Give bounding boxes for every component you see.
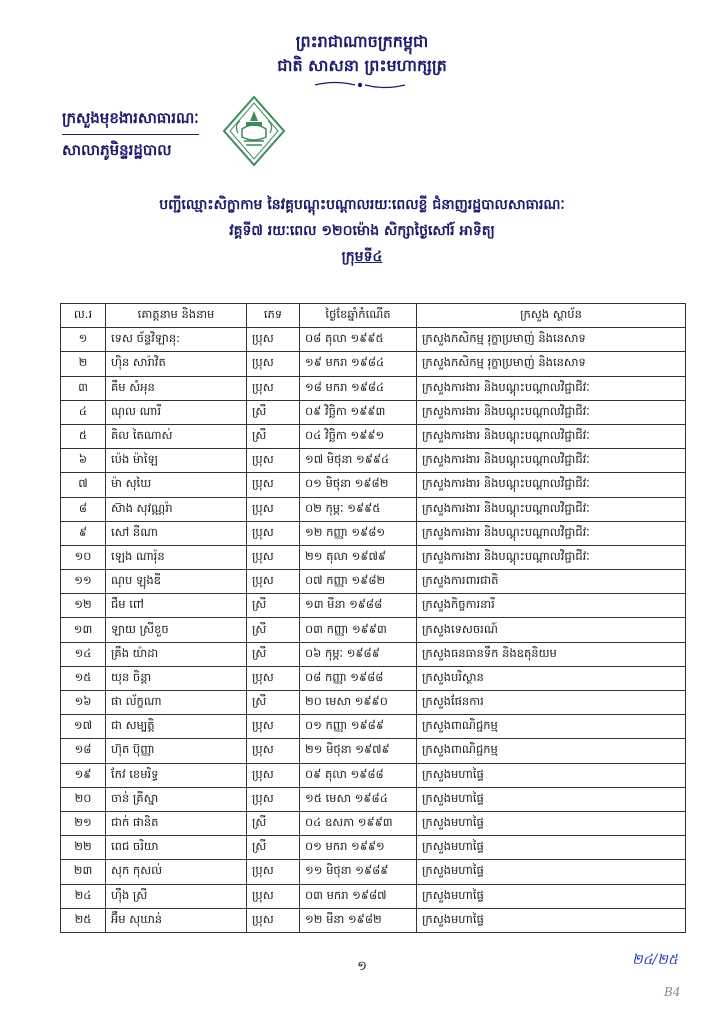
row-name: ស៊ាង សុវណ្ណរ៉ា (106, 497, 247, 521)
table-row (61, 811, 686, 835)
row-number: ១៦ (61, 691, 106, 715)
row-dob: ១៧ មិថុនា ១៩៩៤ (300, 449, 417, 473)
row-institution: ក្រសួងមហាផ្ទៃ (417, 811, 686, 835)
row-number: ៥ (61, 424, 106, 448)
document-title (0, 192, 724, 270)
row-sex: ប្រុស (247, 376, 300, 400)
row-dob: ០៩ តុលា ១៩៨៨ (300, 763, 417, 787)
row-dob: ០៤ វិច្ឆិកា ១៩៩១ (300, 424, 417, 448)
kingdom-title: ព្រះរាជាណាចក្រកម្ពុជា (295, 32, 429, 51)
row-number: ១១ (61, 570, 106, 594)
row-sex: ប្រុស (247, 497, 300, 521)
row-number: ៤ (61, 400, 106, 424)
row-institution: ក្រសួងកសិកម្ម រុក្ខាប្រមាញ់ និងនេសាទ (417, 352, 686, 376)
table-row (61, 400, 686, 424)
row-name: អ៊ឹម សុឃាន់ (106, 908, 247, 932)
table-header-row (61, 304, 686, 328)
row-name: យុន ចិន្តា (106, 666, 247, 690)
row-sex: ស្រី (247, 400, 300, 424)
row-sex: ប្រុស (247, 763, 300, 787)
row-institution: ក្រសួងមហាផ្ទៃ (417, 763, 686, 787)
title-line-2: វគ្គទី៧ រយៈពេល ១២០ម៉ោង សិក្សាថ្ងៃសៅរ៍ អាទិត្យ (229, 223, 495, 239)
row-institution: ក្រសួងកសិកម្ម រុក្ខាប្រមាញ់ និងនេសាទ (417, 328, 686, 352)
page-number: ១ (357, 959, 367, 974)
row-number: ៩ (61, 521, 106, 545)
row-sex: ប្រុស (247, 715, 300, 739)
row-institution: ក្រសួងមហាផ្ទៃ (417, 860, 686, 884)
participant-table (60, 303, 686, 933)
row-number: ២៤ (61, 884, 106, 908)
row-institution: ក្រសួងទេសចរណ៍ (417, 618, 686, 642)
header-dob: ថ្ងៃខែឆ្នាំកំណើត (300, 304, 417, 328)
row-number: ១០ (61, 545, 106, 569)
row-institution: ក្រសួងពាណិជ្ជកម្ម (417, 739, 686, 763)
row-dob: ២០ មេសា ១៩៩០ (300, 691, 417, 715)
row-dob: ១៨ មករា ១៩៨៤ (300, 376, 417, 400)
row-institution: ក្រសួងមហាផ្ទៃ (417, 836, 686, 860)
row-name: ជា សម្បត្តិ (106, 715, 247, 739)
row-institution: ក្រសួងការងារ និងបណ្តុះបណ្តាលវិជ្ជាជីវៈ (417, 400, 686, 424)
group-label: ក្រុមទី៤ (341, 249, 383, 265)
row-sex: ស្រី (247, 811, 300, 835)
row-number: ១៨ (61, 739, 106, 763)
table-row (61, 521, 686, 545)
row-name: ចាន់ គ្រីស្នា (106, 787, 247, 811)
row-name: ឡេង ណារ៉ុន (106, 545, 247, 569)
row-sex: ស្រី (247, 836, 300, 860)
table-row (61, 497, 686, 521)
handwritten-count: ២៤/២៥ (632, 952, 678, 968)
title-line-1: បញ្ជីឈ្មោះសិក្ខាកាម នៃវគ្គបណ្តុះបណ្តាលរយៈពេលខ្លី ជំនាញរដ្ឋបាលសាធារណៈ (159, 197, 565, 213)
row-dob: ១២ មីនា ១៩៨២ (300, 908, 417, 932)
table-row (61, 908, 686, 932)
row-dob: ០៣ មករា ១៩៨៧ (300, 884, 417, 908)
row-sex: ស្រី (247, 424, 300, 448)
row-dob: ០៩ វិច្ឆិកា ១៩៩៣ (300, 400, 417, 424)
table-row (61, 884, 686, 908)
row-name: ប៉េង ម៉ាឡៃ (106, 449, 247, 473)
row-number: ១ (61, 328, 106, 352)
row-number: ៨ (61, 497, 106, 521)
row-name: ពេជ ចរិយា (106, 836, 247, 860)
row-name: គឹម សំអុន (106, 376, 247, 400)
row-sex: ប្រុស (247, 328, 300, 352)
row-dob: ១៣ មីនា ១៩៨៨ (300, 594, 417, 618)
row-number: ២១ (61, 811, 106, 835)
divider-ornament (310, 80, 410, 90)
row-institution: ក្រសួងការងារ និងបណ្តុះបណ្តាលវិជ្ជាជីវៈ (417, 473, 686, 497)
row-institution: ក្រសួងការងារ និងបណ្តុះបណ្តាលវិជ្ជាជីវៈ (417, 424, 686, 448)
row-number: ២៥ (61, 908, 106, 932)
row-sex: ប្រុស (247, 739, 300, 763)
row-institution: ក្រសួងកិច្ចការនារី (417, 594, 686, 618)
table-row (61, 424, 686, 448)
national-motto: ជាតិ សាសនា ព្រះមហាក្សត្រ (277, 56, 447, 75)
row-sex: ប្រុស (247, 545, 300, 569)
row-dob: ០១ មិថុនា ១៩៨២ (300, 473, 417, 497)
row-dob: ០៨ កញ្ញា ១៩៨៨ (300, 666, 417, 690)
row-number: ១៩ (61, 763, 106, 787)
table-row (61, 376, 686, 400)
row-name: ហ៊ុត ប៊ុញ្ញា (106, 739, 247, 763)
school-name: សាលាភូមិន្ទរដ្ឋបាល (62, 141, 172, 159)
table-row (61, 739, 686, 763)
row-name: ហ៊ិន សារ៉ាវិត (106, 352, 247, 376)
row-institution: ក្រសួងពាណិជ្ជកម្ម (417, 715, 686, 739)
table-row (61, 666, 686, 690)
row-institution: ក្រសួងមហាផ្ទៃ (417, 787, 686, 811)
row-name: សុក កុសល់ (106, 860, 247, 884)
row-number: ១៣ (61, 618, 106, 642)
table-row (61, 449, 686, 473)
row-institution: ក្រសួងមហាផ្ទៃ (417, 884, 686, 908)
row-sex: ស្រី (247, 594, 300, 618)
row-institution: ក្រសួងការងារ និងបណ្តុះបណ្តាលវិជ្ជាជីវៈ (417, 545, 686, 569)
row-name: សៅ នីណា (106, 521, 247, 545)
table-row (61, 328, 686, 352)
row-sex: ប្រុស (247, 449, 300, 473)
row-sex: ប្រុស (247, 666, 300, 690)
row-number: ១៤ (61, 642, 106, 666)
row-number: ២០ (61, 787, 106, 811)
table-row (61, 642, 686, 666)
pencil-mark: B4 (664, 985, 681, 999)
table-row (61, 836, 686, 860)
header-sex: ភេទ (247, 304, 300, 328)
row-name: គ្រឹង យ៉ាដា (106, 642, 247, 666)
row-dob: ១៥ មេសា ១៩៨៤ (300, 787, 417, 811)
row-sex: ប្រុស (247, 908, 300, 932)
row-dob: ១១ មិថុនា ១៩៨៩ (300, 860, 417, 884)
row-institution: ក្រសួងការពារជាតិ (417, 570, 686, 594)
row-sex: ស្រី (247, 691, 300, 715)
table-row (61, 545, 686, 569)
row-dob: ០៨ តុលា ១៩៩៥ (300, 328, 417, 352)
row-sex: ស្រី (247, 642, 300, 666)
row-number: ១៥ (61, 666, 106, 690)
header-name: គោត្តនាម និងនាម (106, 304, 247, 328)
header-no: ល.រ (61, 304, 106, 328)
row-sex: ប្រុស (247, 521, 300, 545)
row-dob: ០៣ កញ្ញា ១៩៩៣ (300, 618, 417, 642)
row-sex: ស្រី (247, 618, 300, 642)
row-institution: ក្រសួងការងារ និងបណ្តុះបណ្តាលវិជ្ជាជីវៈ (417, 376, 686, 400)
table-row (61, 570, 686, 594)
table-row (61, 618, 686, 642)
row-institution: ក្រសួងការងារ និងបណ្តុះបណ្តាលវិជ្ជាជីវៈ (417, 449, 686, 473)
row-number: ៦ (61, 449, 106, 473)
row-dob: ០១ កញ្ញា ១៩៨៩ (300, 715, 417, 739)
school-emblem-icon (222, 95, 286, 167)
row-institution: ក្រសួងផែនការ (417, 691, 686, 715)
row-institution: ក្រសួងការងារ និងបណ្តុះបណ្តាលវិជ្ជាជីវៈ (417, 521, 686, 545)
row-number: ២២ (61, 836, 106, 860)
row-institution: ក្រសួងការងារ និងបណ្តុះបណ្តាលវិជ្ជាជីវៈ (417, 497, 686, 521)
row-sex: ប្រុស (247, 473, 300, 497)
table-row (61, 594, 686, 618)
row-name: ទេស ច័ន្ទវិឡានុ: (106, 328, 247, 352)
row-name: ណុប ឡុងឌី (106, 570, 247, 594)
row-sex: ប្រុស (247, 787, 300, 811)
table-body (61, 328, 686, 933)
ministry-block (62, 103, 199, 165)
row-name: ឡាយ ស្រីខួច (106, 618, 247, 642)
row-dob: ០៤ ឧសភា ១៩៩៣ (300, 811, 417, 835)
row-name: គិល តៃណាស់ (106, 424, 247, 448)
table-row (61, 715, 686, 739)
row-number: ១៧ (61, 715, 106, 739)
table-row (61, 787, 686, 811)
row-dob: ២១ តុលា ១៩៧៩ (300, 545, 417, 569)
table-row (61, 691, 686, 715)
row-sex: ប្រុស (247, 570, 300, 594)
row-name: ជឹម ពៅ (106, 594, 247, 618)
row-institution: ក្រសួងធនធានទឹក និងឧតុនិយម (417, 642, 686, 666)
row-dob: ២១ មិថុនា ១៩៧៩ (300, 739, 417, 763)
row-name: ហ៊ឹង ស្រី (106, 884, 247, 908)
table-row (61, 860, 686, 884)
row-name: កែវ ខេមរិទ្ធ (106, 763, 247, 787)
row-name: ជាក់ ផានិត (106, 811, 247, 835)
row-number: ២ (61, 352, 106, 376)
kingdom-header (0, 30, 724, 78)
row-dob: ១៩ មករា ១៩៨៤ (300, 352, 417, 376)
table-row (61, 763, 686, 787)
row-name: ណុល ណារី (106, 400, 247, 424)
row-number: ៣ (61, 376, 106, 400)
row-institution: ក្រសួងបរិស្ថាន (417, 666, 686, 690)
header-institution: ក្រសួង ស្ថាប័ន (417, 304, 686, 328)
row-dob: ០១ មករា ១៩៩១ (300, 836, 417, 860)
row-sex: ប្រុស (247, 884, 300, 908)
row-number: ៧ (61, 473, 106, 497)
row-dob: ០២ កុម្ភៈ ១៩៩៥ (300, 497, 417, 521)
row-number: ២៣ (61, 860, 106, 884)
row-name: ម៉ា សុឃៃ (106, 473, 247, 497)
table-row (61, 473, 686, 497)
row-number: ១២ (61, 594, 106, 618)
ministry-name: ក្រសួងមុខងារសាធារណៈ (62, 103, 199, 135)
table-row (61, 352, 686, 376)
row-sex: ប្រុស (247, 352, 300, 376)
row-institution: ក្រសួងមហាផ្ទៃ (417, 908, 686, 932)
row-dob: ០៦ កុម្ភៈ ១៩៨៩ (300, 642, 417, 666)
row-dob: ១២ កញ្ញា ១៩៨១ (300, 521, 417, 545)
row-name: ផា ល័ក្ខណា (106, 691, 247, 715)
row-dob: ០៧ កញ្ញា ១៩៨២ (300, 570, 417, 594)
row-sex: ប្រុស (247, 860, 300, 884)
